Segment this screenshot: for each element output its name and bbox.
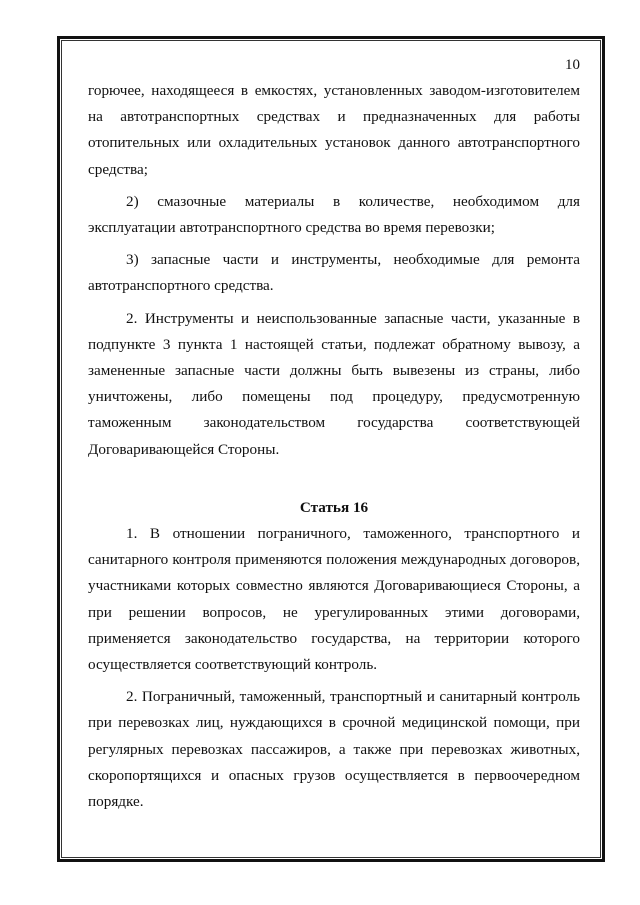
paragraph-spare-parts: 3) запасные части и инструменты, необходимые для ремонта автотранспортного средства. [88,251,580,295]
page-number: 10 [565,57,580,73]
paragraph-tools-return: 2. Инструменты и неиспользованные запасные части, указанные в подпункте 3 пункта 1 настоящей статьи, подлежат обратному вывозу, а замененные запасные части должны быть вывезены из страны, либо уничтожены, либо помещены под процедуру, предусмотренную таможенным законодательством государства соответствующей Договаривающейся Стороны. [88,309,580,458]
document-body [88,78,580,815]
paragraph-lubricants: 2) смазочные материалы в количестве, необходимом для эксплуатации автотранспортного средства во время перевозки; [88,192,580,237]
article-paragraph-2: 2. Пограничный, таможенный, транспортный и санитарный контроль при перевозках лиц, нуждающихся в срочной медицинской помощи, при регулярных перевозках пассажиров, а также при перевозках животных, скоропортящихся и опасных грузов осуществляется в первоочередном порядке. [88,688,580,811]
article-paragraph-1: 1. В отношении пограничного, таможенного, транспортного и санитарного контроля применяются положения международных договоров, участниками которых совместно являются Договаривающиеся Стороны, а при решении вопросов, не урегулированных этими договорами, применяется законодательство государства, на территории которого осуществляется соответствующий контроль. [88,525,580,674]
article-title: Статья 16 [299,498,369,516]
paragraph-fuel: горючее, находящееся в емкостях, установленных заводом-изготовителем на автотранспортных средствах и предназначенных для работы отопительных или охладительных установок данного автотранспортного средства; [88,82,580,178]
